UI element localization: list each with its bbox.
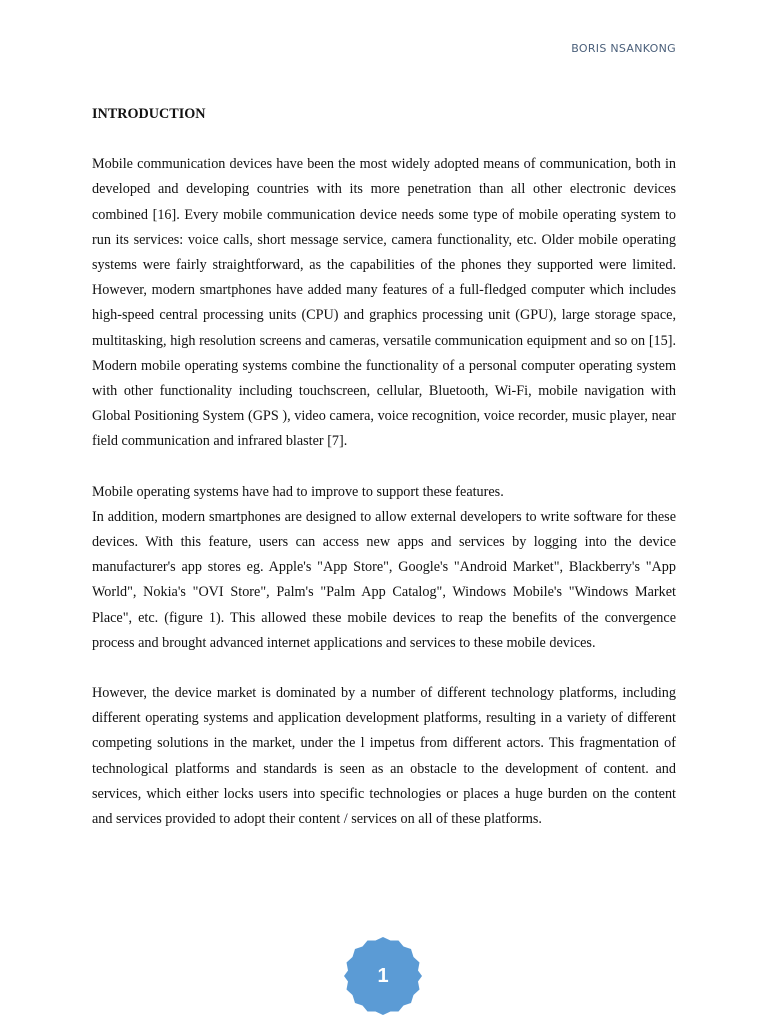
page-number-badge	[343, 936, 423, 1016]
paragraph-fragmentation: However, the device market is dominated by a number of different technology platforms, including different operating systems and application development platforms, resulting in a variety of different competing solutions in the market, under the l impetus from different actors. This fragmentation of technological platforms and standards is seen as an obstacle to the development of content. and services, which either locks users into specific technologies or places a huge burden on the content and services provided to adopt their content / services on all of these platforms.	[92, 685, 676, 828]
document-body	[92, 102, 676, 832]
header-author: BORIS NSANKONG	[571, 42, 676, 55]
paragraph-intro: Mobile communication devices have been the most widely adopted means of communication, both in developed and developing countries with its more penetration than all other electronic devices combined [16]. Every mobile communication device needs some type of mobile operating system to run its services: voice calls, short message service, camera functionality, etc. Older mobile operating systems were fairly straightforward, as the capabilities of the phones they supported were limited. However, modern smartphones have added many features of a full-fledged computer which includes high-speed central processing units (CPU) and graphics processing unit (GPU), large storage space, multitasking, high resolution screens and cameras, versatile communication equipment and so on [15]. Modern mobile operating systems combine the functionality of a personal computer operating system with other functionality including touchscreen, cellular, Bluetooth, Wi-Fi, mobile navigation with Global Positioning System (GPS ), video camera, voice recognition, voice recorder, music player, near field communication and infrared blaster [7].	[92, 156, 676, 450]
section-heading: INTRODUCTION	[92, 106, 206, 122]
paragraph-spacer	[92, 656, 676, 681]
page-number: 1	[377, 965, 389, 987]
paragraph-app-stores: In addition, modern smartphones are designed to allow external developers to write software for these devices. With this feature, users can access new apps and services by logging into the device manufacturer's app stores eg. Apple's "App Store", Google's "Android Market", Blackberry's "App World", Nokia's "OVI Store", Palm's "Palm App Catalog", Windows Mobile's "Windows Market Place", etc. (figure 1). This allowed these mobile devices to reap the benefits of the convergence process and brought advanced internet applications and services to these mobile devices.	[92, 508, 676, 651]
paragraph-spacer	[92, 455, 676, 480]
paragraph-os-improve: Mobile operating systems have had to improve to support these features.	[92, 483, 504, 500]
